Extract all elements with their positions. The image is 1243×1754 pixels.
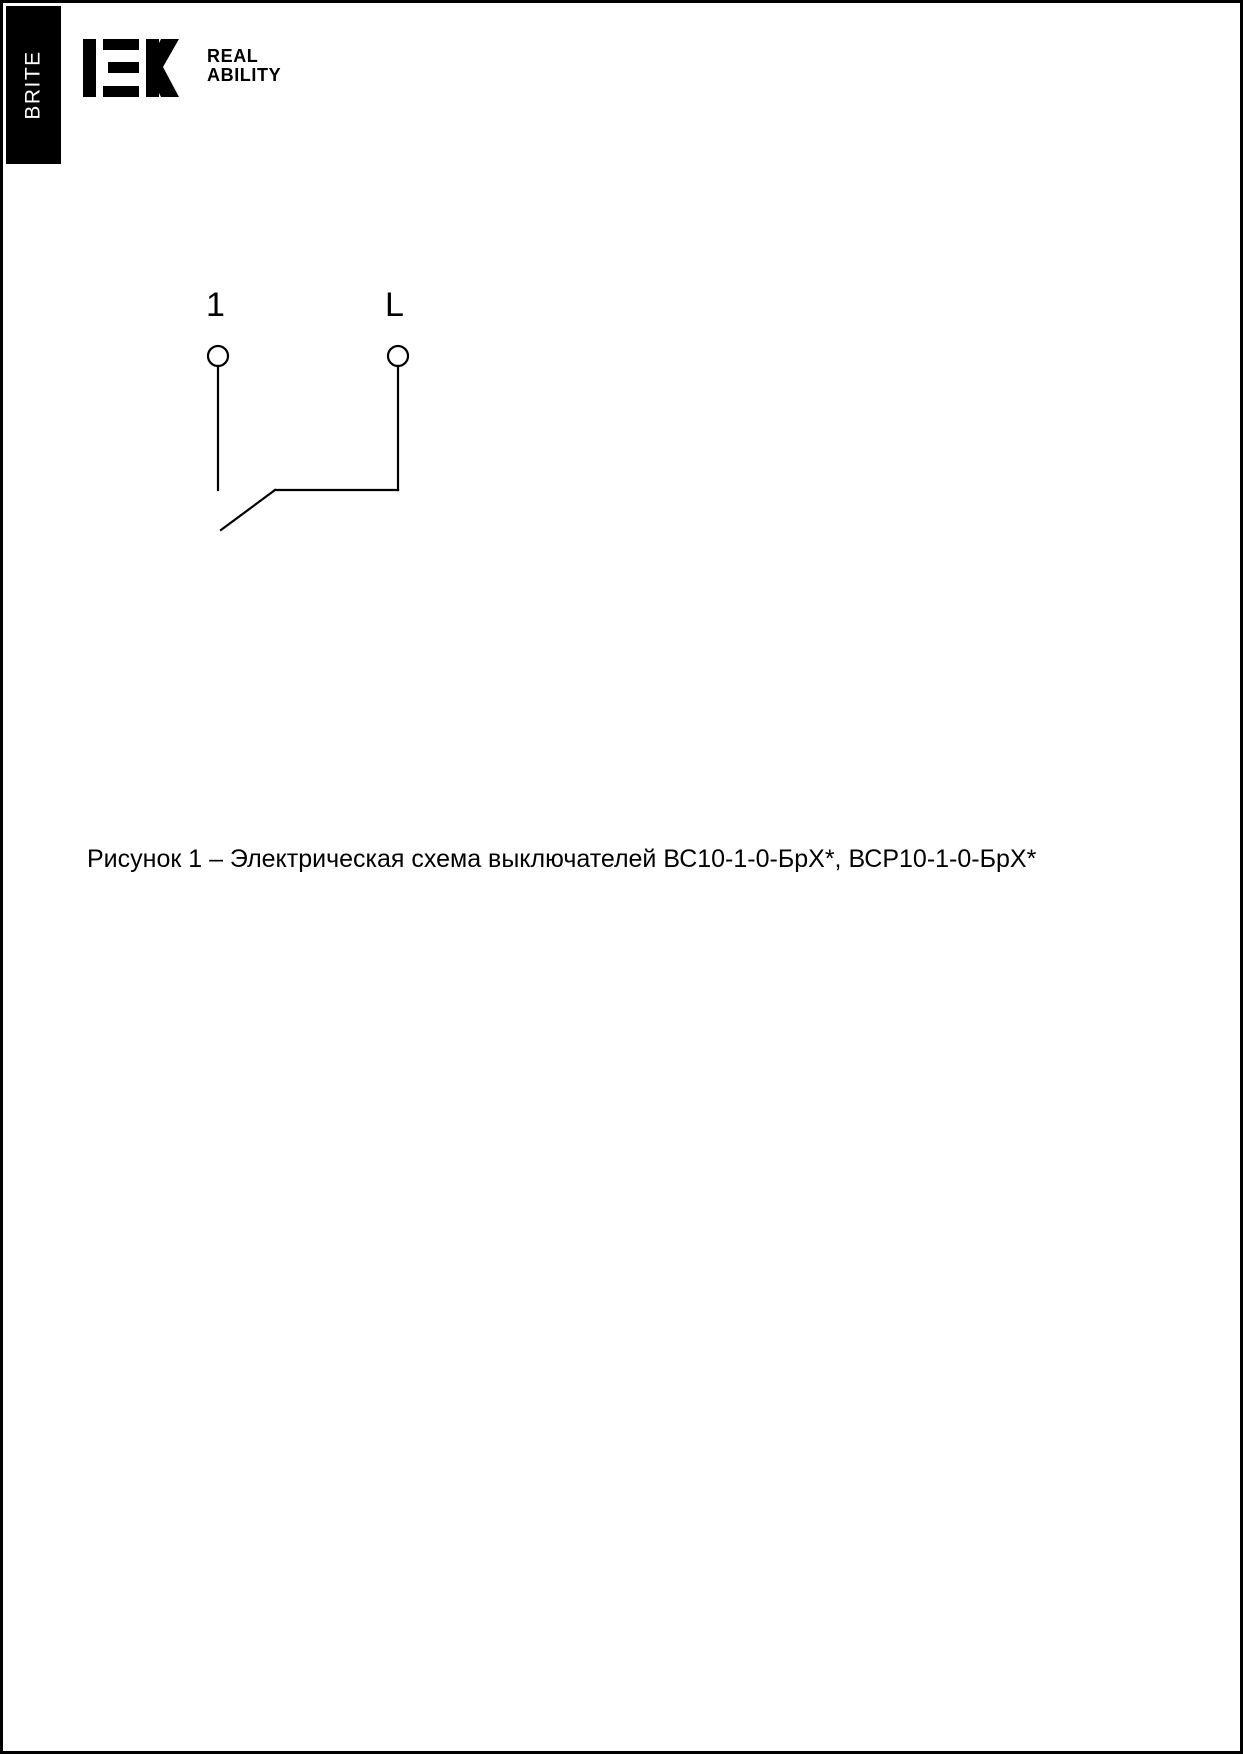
terminal-1-node bbox=[208, 346, 228, 366]
logo-block bbox=[83, 39, 281, 97]
brand-tab bbox=[6, 6, 61, 164]
schematic-svg bbox=[183, 278, 483, 568]
figure-caption: Рисунок 1 – Электрическая схема выключателей ВС10-1-0-БрХ*, ВСР10-1-0-БрХ* bbox=[87, 845, 1037, 873]
movable-contact bbox=[221, 490, 275, 530]
schematic-diagram bbox=[183, 278, 483, 568]
logo-tagline bbox=[207, 47, 281, 86]
terminal-l-node bbox=[388, 346, 408, 366]
logo-tagline-line2: ABILITY bbox=[207, 65, 282, 86]
iek-logo-icon bbox=[83, 39, 189, 97]
brand-tab-label: BRITE bbox=[21, 50, 45, 120]
logo-tagline-line1: REAL bbox=[207, 46, 259, 66]
terminal-1-label: 1 bbox=[206, 286, 225, 324]
terminal-l-label: L bbox=[385, 286, 404, 324]
